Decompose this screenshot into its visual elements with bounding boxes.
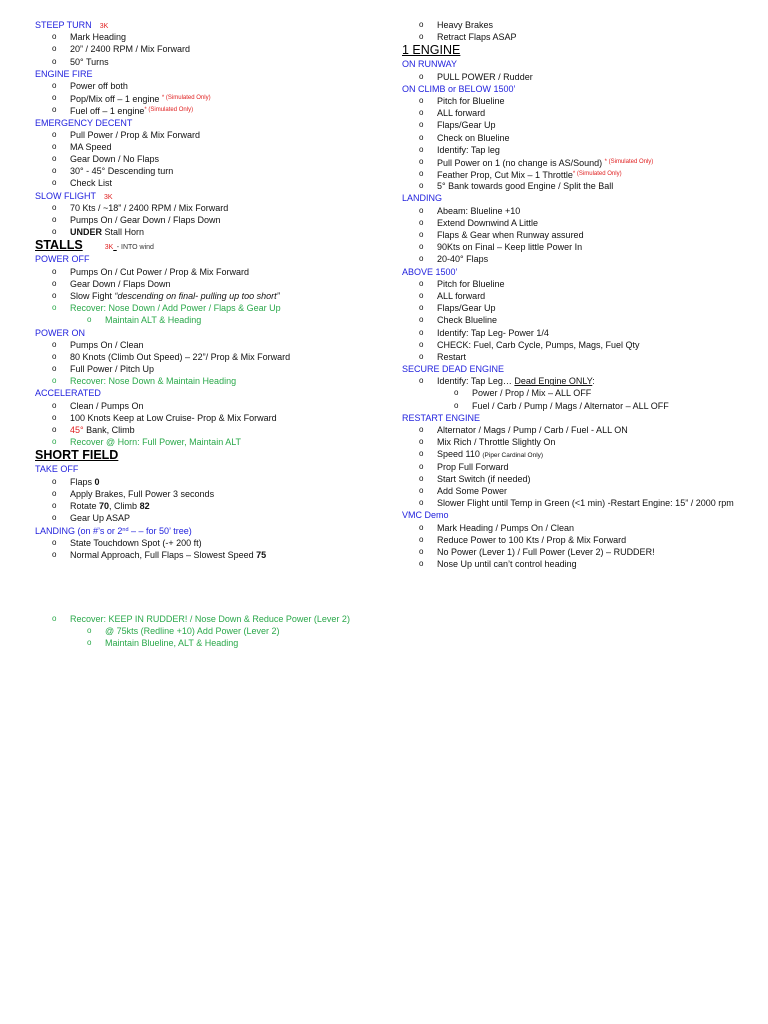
bullet-icon: o bbox=[52, 105, 57, 115]
bullet-icon: o bbox=[52, 488, 57, 498]
bullet-icon: o bbox=[52, 412, 57, 422]
bullet-icon: o bbox=[419, 425, 424, 434]
landing-heading: LANDING bbox=[402, 193, 443, 204]
list-item: o ALL forward bbox=[419, 290, 486, 301]
list-item: o 5° Bank towards good Engine / Split the Ball bbox=[419, 181, 614, 192]
bullet-icon: o bbox=[419, 108, 424, 118]
bullet-icon: o bbox=[52, 290, 57, 300]
steep-turn-heading: STEEP TURN 3K bbox=[35, 20, 109, 30]
list-item: o Add Some Power bbox=[419, 485, 508, 496]
bullet-icon: o bbox=[52, 537, 57, 547]
bullet-icon: o bbox=[52, 44, 57, 54]
list-item: o Clean / Pumps On bbox=[52, 400, 144, 411]
emergency-decent-heading: EMERGENCY DECENT bbox=[35, 117, 133, 128]
list-item: o Full Power / Pitch Up bbox=[52, 364, 155, 375]
list-item: o Identify: Tap Leg- Power 1/4 bbox=[419, 327, 549, 338]
list-item: o 20-40° Flaps bbox=[419, 254, 489, 265]
list-item: o Pumps On / Clean bbox=[52, 339, 144, 350]
list-item: o Abeam: Blueline +10 bbox=[419, 205, 521, 216]
list-item: o State Touchdown Spot (-+ 200 ft) bbox=[52, 537, 202, 548]
bullet-icon: o bbox=[419, 351, 424, 361]
bullet-icon: o bbox=[419, 278, 424, 288]
list-item: o Check Blueline bbox=[419, 315, 498, 326]
bullet-icon: o bbox=[419, 217, 424, 227]
bullet-icon: o bbox=[52, 364, 57, 374]
list-item: o Gear Down / No Flaps bbox=[52, 154, 160, 165]
simulated-note: * (Simulated Only) bbox=[144, 107, 194, 114]
list-item: o Retract Flaps ASAP bbox=[419, 32, 517, 43]
bullet-icon: o bbox=[419, 20, 424, 29]
list-item: o 20” / 2400 RPM / Mix Forward bbox=[52, 44, 191, 55]
bullet-icon: o bbox=[419, 546, 424, 556]
bullet-icon: o bbox=[52, 351, 57, 361]
bullet-icon: o bbox=[419, 522, 424, 532]
bullet-icon: o bbox=[419, 71, 424, 81]
list-item: o 45° Bank, Climb bbox=[52, 425, 135, 435]
list-subitem: o Power / Prop / Mix – ALL OFF bbox=[454, 388, 592, 399]
bullet-icon: o bbox=[419, 290, 424, 300]
recover-item: o Recover @ Horn: Full Power, Maintain ALT bbox=[52, 437, 242, 448]
list-item: o Start Switch (if needed) bbox=[419, 473, 531, 484]
bullet-icon: o bbox=[52, 166, 57, 176]
list-item: o Reduce Power to 100 Kts / Prop & Mix Forward bbox=[419, 534, 627, 545]
restart-engine-heading: RESTART ENGINE bbox=[402, 412, 481, 423]
list-item: o Pop/Mix off – 1 engine $^{* (Simulated Only)}$ bbox=[52, 93, 211, 105]
bullet-icon: o bbox=[454, 400, 459, 410]
list-item: o Flaps & Gear when Runway assured bbox=[419, 230, 584, 240]
bullet-icon: o bbox=[419, 205, 424, 215]
recover-item: o Recover: KEEP IN RUDDER! / Nose Down & Reduce Power (Lever 2) bbox=[52, 614, 350, 624]
above-1500-heading: ABOVE 1500’ bbox=[402, 266, 458, 277]
take-off-heading: TAKE OFF bbox=[35, 464, 79, 475]
list-item: o Fuel off – 1 engine$^{* (Simulated Only)}$ bbox=[52, 105, 194, 117]
bullet-icon: o bbox=[419, 254, 424, 264]
left-column bbox=[35, 19, 395, 561]
bullet-icon: o bbox=[52, 227, 57, 237]
right-column bbox=[402, 19, 762, 570]
bullet-icon: o bbox=[52, 93, 57, 103]
simulated-note: * (Simulated Only) bbox=[161, 95, 211, 102]
list-item: o Pumps On / Gear Down / Flaps Down bbox=[52, 215, 221, 225]
recover-subitem: o Maintain ALT & Heading bbox=[87, 315, 202, 326]
list-item: o Mix Rich / Throttle Slightly On bbox=[419, 437, 556, 448]
list-item: o UNDER Stall Horn bbox=[52, 227, 145, 238]
bullet-icon: o bbox=[52, 129, 57, 139]
bullet-icon: o bbox=[52, 278, 57, 288]
short-field-title: SHORT FIELD bbox=[35, 448, 119, 463]
bullet-icon: o bbox=[419, 132, 424, 142]
list-item: o CHECK: Fuel, Carb Cycle, Pumps, Mags, Fuel Qty bbox=[419, 339, 640, 350]
list-item: o Feather Prop, Cut Mix – 1 Throttle$^{* (Simulated Only)}$ bbox=[419, 169, 622, 181]
list-item: o Pumps On / Cut Power / Prop & Mix Forward bbox=[52, 266, 250, 277]
simulated-note: * (Simulated Only) bbox=[604, 158, 654, 165]
list-item: o PULL POWER / Rudder bbox=[419, 71, 533, 82]
list-item: o 90Kts on Final – Keep little Power In bbox=[419, 242, 583, 253]
list-item: o Rotate 70, Climb 82 bbox=[52, 500, 150, 511]
secure-dead-engine-heading: SECURE DEAD ENGINE bbox=[402, 364, 505, 375]
bullet-icon: o bbox=[419, 437, 424, 447]
bullet-icon: o bbox=[52, 513, 57, 523]
accelerated-heading: ACCELERATED bbox=[35, 388, 101, 399]
list-item: o Flaps 0 bbox=[52, 476, 100, 487]
list-item: o Check on Blueline bbox=[419, 132, 510, 143]
list-item: o Restart bbox=[419, 351, 467, 362]
list-item: o 50° Turns bbox=[52, 56, 109, 67]
bullet-icon: o bbox=[419, 376, 424, 386]
list-item: o Flaps/Gear Up bbox=[419, 303, 496, 314]
list-item: o No Power (Lever 1) / Full Power (Lever 2) – RUDDER! bbox=[419, 546, 655, 557]
engine-fire-heading: ENGINE FIRE bbox=[35, 68, 93, 79]
bullet-icon: o bbox=[419, 303, 424, 313]
bullet-icon: o bbox=[52, 141, 57, 151]
bullet-icon: o bbox=[87, 638, 92, 648]
list-item: o Slower Flight until Temp in Green (<1 min) -Restart Engine: 15” / 2000 rpm bbox=[419, 498, 734, 509]
bullet-icon: o bbox=[419, 315, 424, 325]
recover-item: o Recover: Nose Down & Maintain Heading bbox=[52, 376, 237, 387]
list-subitem: o Fuel / Carb / Pump / Mags / Alternator – ALL OFF bbox=[454, 400, 669, 411]
list-item: o Power off both bbox=[52, 80, 128, 91]
bullet-icon: o bbox=[419, 327, 424, 337]
simulated-note: * (Simulated Only) bbox=[572, 171, 622, 178]
recover-item: o Recover: Nose Down / Add Power / Flaps & Gear Up bbox=[52, 303, 281, 314]
bullet-icon: o bbox=[419, 169, 424, 179]
bullet-icon: o bbox=[52, 614, 57, 623]
bullet-icon: o bbox=[419, 485, 424, 495]
bullet-icon: o bbox=[52, 476, 57, 486]
bullet-icon: o bbox=[52, 202, 57, 212]
bullet-icon: o bbox=[419, 230, 424, 239]
list-item: o Normal Approach, Full Flaps – Slowest Speed 75 bbox=[52, 549, 267, 560]
bullet-icon: o bbox=[52, 154, 57, 164]
list-item: o Extend Downwind A Little bbox=[419, 217, 539, 228]
list-item: o Pitch for Blueline bbox=[419, 95, 505, 106]
list-item: o Prop Full Forward bbox=[419, 461, 509, 472]
list-item: o 70 Kts / ~18” / 2400 RPM / Mix Forward bbox=[52, 202, 229, 213]
vmc-demo-heading: VMC Demo bbox=[402, 510, 449, 521]
list-item: o Identify: Tap leg bbox=[419, 144, 500, 155]
bullet-icon: o bbox=[52, 400, 57, 410]
bullet-icon: o bbox=[419, 461, 424, 471]
bullet-icon: o bbox=[419, 473, 424, 483]
on-runway-heading: ON RUNWAY bbox=[402, 59, 457, 70]
list-item: o Mark Heading / Pumps On / Clean bbox=[419, 522, 575, 533]
bullet-icon: o bbox=[87, 626, 92, 636]
power-on-heading: POWER ON bbox=[35, 327, 86, 338]
bullet-icon: o bbox=[52, 303, 57, 313]
bullet-icon: o bbox=[52, 437, 57, 447]
bullet-icon: o bbox=[419, 339, 424, 349]
recover-subitem: o @ 75kts (Redline +10) Add Power (Lever 2) bbox=[87, 626, 280, 637]
bullet-icon: o bbox=[52, 376, 57, 386]
bullet-icon: o bbox=[419, 32, 424, 42]
bullet-icon: o bbox=[52, 80, 57, 90]
landing-heading: LANDING (on #’s or 2nd – – for 50’ tree) bbox=[35, 526, 192, 537]
list-item: o Heavy Brakes bbox=[419, 20, 494, 30]
bullet-icon: o bbox=[52, 266, 57, 276]
bullet-icon: o bbox=[419, 498, 424, 508]
power-off-heading: POWER OFF bbox=[35, 254, 90, 265]
vmc-recover-block bbox=[35, 613, 395, 650]
bullet-icon: o bbox=[52, 32, 57, 42]
bullet-icon: o bbox=[419, 95, 424, 105]
recover-subitem: o Maintain Blueline, ALT & Heading bbox=[87, 638, 239, 649]
slow-flight-heading: SLOW FLIGHT 3K bbox=[35, 190, 113, 201]
bullet-icon: o bbox=[52, 500, 57, 510]
on-climb-heading: ON CLIMB or BELOW 1500’ bbox=[402, 83, 516, 94]
bullet-icon: o bbox=[419, 144, 424, 154]
one-engine-title: 1 ENGINE bbox=[402, 43, 461, 58]
list-item: o Check List bbox=[52, 178, 113, 189]
bullet-icon: o bbox=[52, 56, 57, 66]
bullet-icon: o bbox=[87, 315, 92, 325]
list-item: o ALL forward bbox=[419, 108, 486, 119]
bullet-icon: o bbox=[419, 156, 424, 166]
list-item: o 30° - 45° Descending turn bbox=[52, 166, 174, 177]
list-item: o MA Speed bbox=[52, 141, 112, 152]
bullet-icon: o bbox=[419, 120, 424, 130]
bullet-icon: o bbox=[419, 449, 424, 459]
list-item: o Pull Power on 1 (no change is AS/Sound) $^{* (Simulated Only)}$ bbox=[419, 156, 654, 168]
bullet-icon: o bbox=[52, 215, 57, 224]
bullet-icon: o bbox=[52, 178, 57, 188]
bullet-icon: o bbox=[419, 181, 424, 191]
list-item: o Alternator / Mags / Pump / Carb / Fuel - ALL ON bbox=[419, 425, 628, 435]
list-item: o Flaps/Gear Up bbox=[419, 120, 496, 131]
bullet-icon: o bbox=[52, 425, 57, 434]
list-item: o Pitch for Blueline bbox=[419, 278, 505, 289]
bullet-icon: o bbox=[52, 339, 57, 349]
list-item: o Nose Up until can’t control heading bbox=[419, 559, 577, 570]
bullet-icon: o bbox=[52, 549, 57, 559]
list-item: o Apply Brakes, Full Power 3 seconds bbox=[52, 488, 215, 499]
list-item: o Gear Up ASAP bbox=[52, 513, 131, 524]
list-item: o Pull Power / Prop & Mix Forward bbox=[52, 129, 201, 140]
list-item: o 80 Knots (Climb Out Speed) – 22”/ Prop & Mix Forward bbox=[52, 351, 291, 362]
list-item: o Slow Fight “descending on final- pulling up too short” bbox=[52, 290, 280, 301]
bullet-icon: o bbox=[454, 388, 459, 398]
list-item: o Speed 110 (Piper Cardinal Only) bbox=[419, 449, 544, 460]
list-item: o Mark Heading bbox=[52, 32, 127, 43]
bullet-icon: o bbox=[419, 242, 424, 252]
list-item: o 100 Knots Keep at Low Cruise- Prop & Mix Forward bbox=[52, 412, 277, 423]
list-item: o Identify: Tap Leg… Dead Engine ONLY: bbox=[419, 376, 595, 387]
stalls-title: STALLS 3K - INTO wind bbox=[35, 238, 154, 253]
bullet-icon: o bbox=[419, 559, 424, 569]
list-item: o Gear Down / Flaps Down bbox=[52, 278, 171, 289]
bullet-icon: o bbox=[419, 534, 424, 544]
